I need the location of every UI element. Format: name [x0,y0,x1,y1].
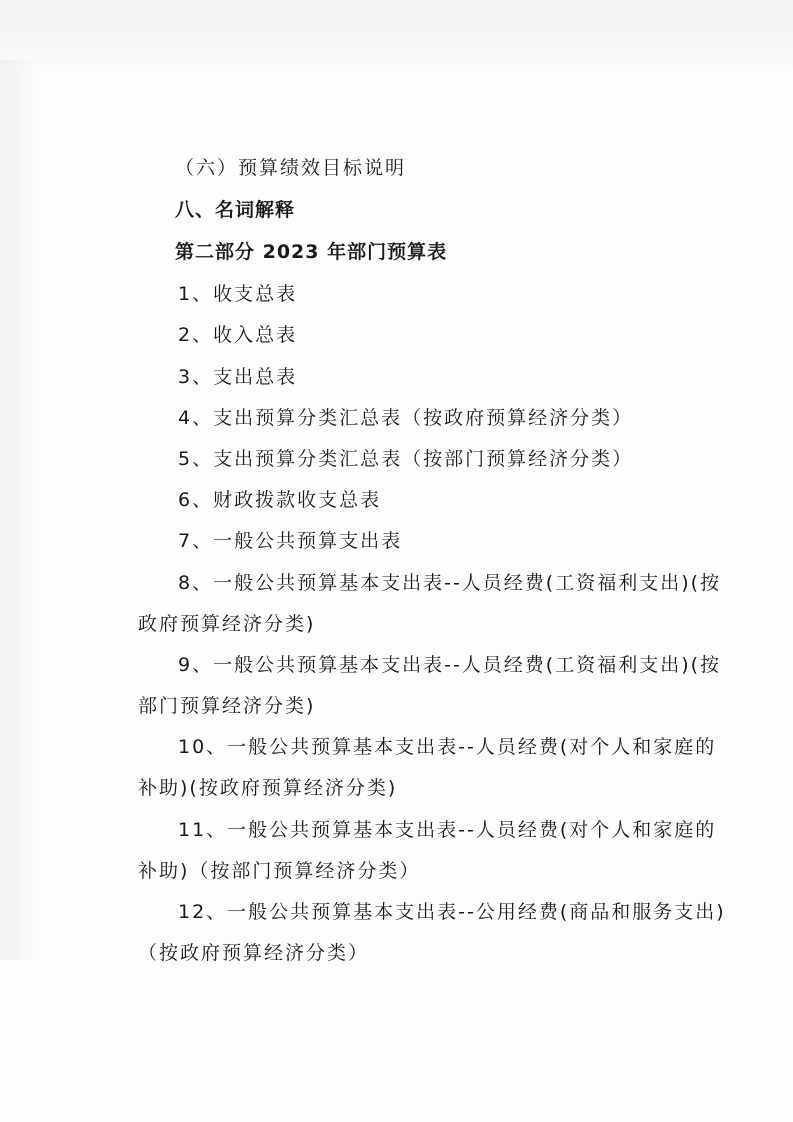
list-item-continuation: 补助)(按政府预算经济分类) [138,777,398,799]
list-item: 6、财政拨款收支总表 [178,489,382,511]
list-item: 5、支出预算分类汇总表（按部门预算经济分类） [178,448,634,470]
list-item: 4、支出预算分类汇总表（按政府预算经济分类） [178,407,634,429]
list-item: 1、收支总表 [178,283,298,305]
part-heading: 第二部分 2023 年部门预算表 [175,241,448,263]
list-item: 11、一般公共预算基本支出表--人员经费(对个人和家庭的 [178,819,717,841]
list-item-continuation: 部门预算经济分类) [138,695,316,717]
list-item-continuation: 政府预算经济分类) [138,613,316,635]
list-item: 9、一般公共预算基本支出表--人员经费(工资福利支出)(按 [178,654,722,676]
section-heading: 八、名词解释 [175,199,296,221]
scan-shadow-top [0,0,793,70]
list-item: 12、一般公共预算基本支出表--公用经费(商品和服务支出) [178,901,726,923]
list-item: 7、一般公共预算支出表 [178,530,403,552]
scan-shadow-left [0,60,40,960]
list-item: 3、支出总表 [178,366,298,388]
list-item-continuation: （按政府预算经济分类） [138,942,370,964]
list-item: 2、收入总表 [178,324,298,346]
subsection-heading: （六）预算绩效目标说明 [175,157,407,179]
list-item-continuation: 补助)（按部门预算经济分类） [138,860,421,882]
list-item: 8、一般公共预算基本支出表--人员经费(工资福利支出)(按 [178,572,722,594]
list-item: 10、一般公共预算基本支出表--人员经费(对个人和家庭的 [178,736,717,758]
